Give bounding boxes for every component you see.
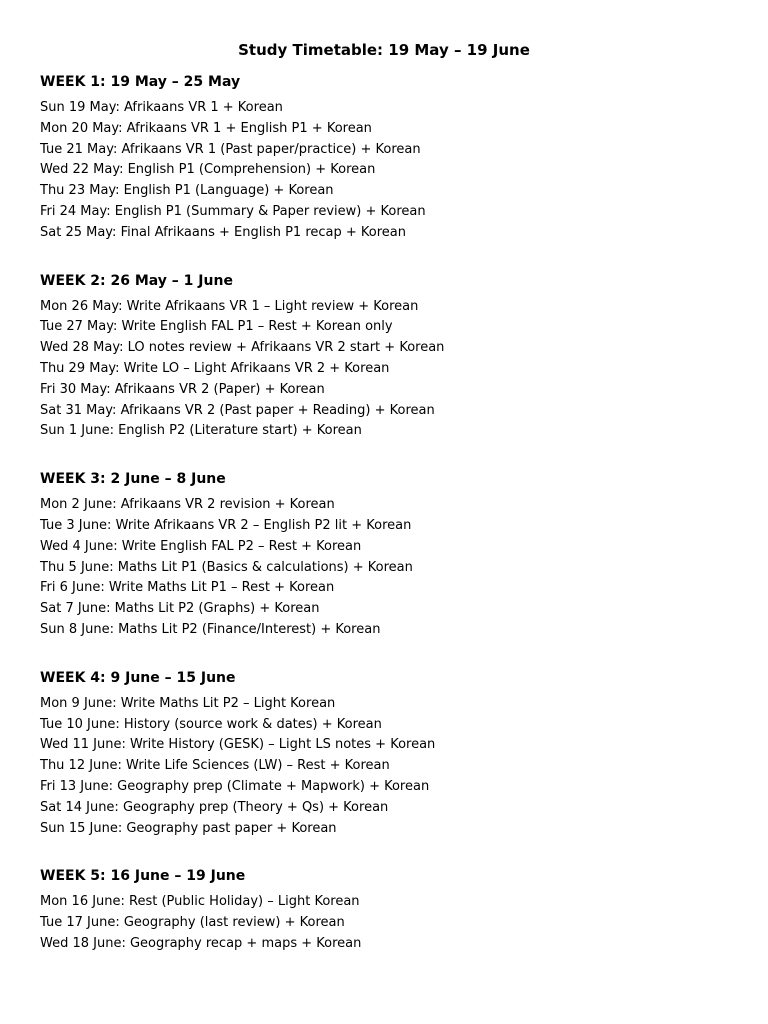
day-entry: Sat 7 June: Maths Lit P2 (Graphs) + Korean bbox=[40, 601, 320, 617]
day-entry: Sat 14 June: Geography prep (Theory + Qs) + Korean bbox=[40, 799, 389, 815]
day-entry: Sun 1 June: English P2 (Literature start) + Korean bbox=[40, 423, 362, 439]
week-heading: WEEK 2: 26 May – 1 June bbox=[40, 272, 233, 289]
week-heading: WEEK 3: 2 June – 8 June bbox=[40, 471, 226, 488]
day-entry: Thu 29 May: Write LO – Light Afrikaans VR 2 + Korean bbox=[40, 360, 390, 376]
day-entry: Fri 13 June: Geography prep (Climate + Mapwork) + Korean bbox=[40, 778, 430, 794]
week-section bbox=[40, 72, 728, 244]
day-list bbox=[40, 892, 728, 954]
week-heading: WEEK 4: 9 June – 15 June bbox=[40, 669, 236, 686]
day-entry: Sun 19 May: Afrikaans VR 1 + Korean bbox=[40, 100, 283, 115]
day-entry: Sun 8 June: Maths Lit P2 (Finance/Interest) + Korean bbox=[40, 621, 381, 637]
day-entry: Mon 20 May: Afrikaans VR 1 + English P1 + Korean bbox=[40, 120, 372, 136]
day-list bbox=[40, 98, 728, 244]
day-entry: Tue 27 May: Write English FAL P1 – Rest + Korean only bbox=[40, 319, 393, 335]
day-entry: Sat 31 May: Afrikaans VR 2 (Past paper + Reading) + Korean bbox=[40, 402, 435, 418]
day-entry: Fri 24 May: English P1 (Summary & Paper review) + Korean bbox=[40, 203, 426, 219]
day-entry: Wed 18 June: Geography recap + maps + Korean bbox=[40, 935, 362, 951]
day-entry: Sat 25 May: Final Afrikaans + English P1 recap + Korean bbox=[40, 224, 407, 240]
day-entry: Thu 12 June: Write Life Sciences (LW) – Rest + Korean bbox=[40, 758, 390, 774]
day-entry: Mon 16 June: Rest (Public Holiday) – Light Korean bbox=[40, 894, 360, 910]
day-entry: Mon 26 May: Write Afrikaans VR 1 – Light review + Korean bbox=[40, 298, 419, 314]
day-list bbox=[40, 495, 728, 641]
week-section bbox=[40, 866, 728, 954]
day-entry: Wed 4 June: Write English FAL P2 – Rest + Korean bbox=[40, 538, 362, 554]
day-entry: Mon 9 June: Write Maths Lit P2 – Light Korean bbox=[40, 695, 336, 711]
week-section bbox=[40, 469, 728, 641]
day-entry: Tue 10 June: History (source work & dates) + Korean bbox=[40, 716, 382, 732]
day-entry: Wed 11 June: Write History (GESK) – Light LS notes + Korean bbox=[40, 737, 436, 753]
day-list bbox=[40, 297, 728, 443]
week-section bbox=[40, 668, 728, 840]
day-entry: Fri 30 May: Afrikaans VR 2 (Paper) + Korean bbox=[40, 381, 325, 397]
day-entry: Thu 5 June: Maths Lit P1 (Basics & calculations) + Korean bbox=[40, 559, 413, 575]
week-heading: WEEK 5: 16 June – 19 June bbox=[40, 868, 246, 885]
day-list bbox=[40, 694, 728, 840]
day-entry: Tue 17 June: Geography (last review) + Korean bbox=[40, 915, 345, 931]
day-entry: Tue 21 May: Afrikaans VR 1 (Past paper/practice) + Korean bbox=[40, 141, 421, 157]
day-entry: Thu 23 May: English P1 (Language) + Korean bbox=[40, 183, 334, 199]
day-entry: Fri 6 June: Write Maths Lit P1 – Rest + Korean bbox=[40, 580, 335, 596]
page-title: Study Timetable: 19 May – 19 June bbox=[238, 41, 530, 59]
day-entry: Wed 28 May: LO notes review + Afrikaans VR 2 start + Korean bbox=[40, 340, 445, 356]
week-section bbox=[40, 271, 728, 443]
day-entry: Tue 3 June: Write Afrikaans VR 2 – English P2 lit + Korean bbox=[40, 517, 412, 533]
day-entry: Sun 15 June: Geography past paper + Korean bbox=[40, 820, 337, 836]
day-entry: Mon 2 June: Afrikaans VR 2 revision + Korean bbox=[40, 497, 335, 513]
week-heading: WEEK 1: 19 May – 25 May bbox=[40, 74, 241, 90]
day-entry: Wed 22 May: English P1 (Comprehension) + Korean bbox=[40, 162, 376, 178]
